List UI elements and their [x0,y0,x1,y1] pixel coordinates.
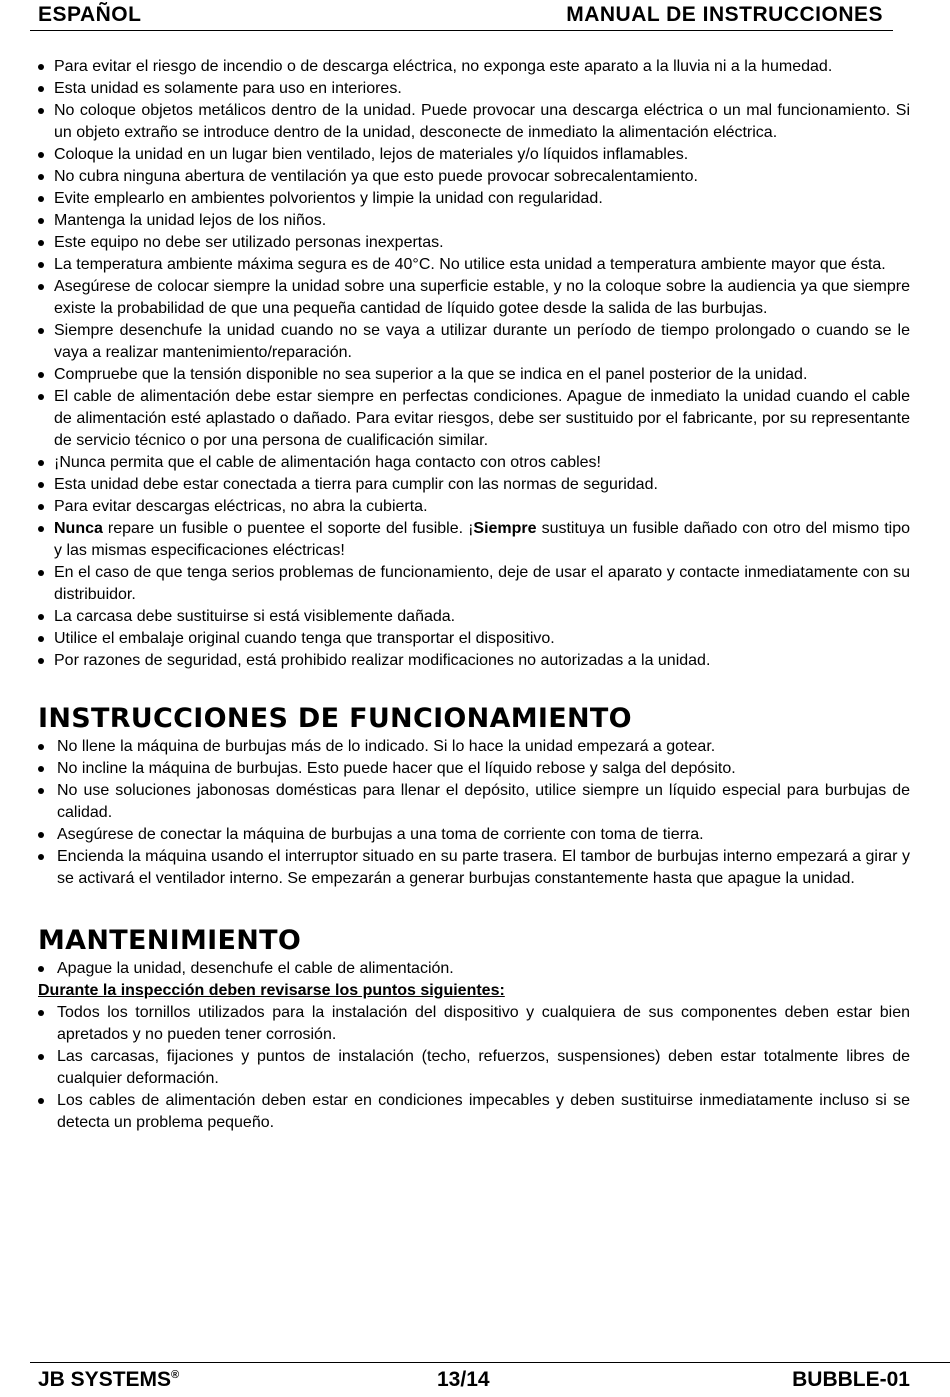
bullet-icon [38,218,44,224]
bullet-icon [38,196,44,202]
inspection-item [38,1046,910,1090]
safety-item [38,56,910,78]
safety-item-text: El cable de alimentación debe estar siempre en perfectas condiciones. Apague de inmediato la unidad cuando el cable de alimentación esté aplastado o dañado. Para evitar riesgos, debe ser sustituido por el fabricante, por su representante de servicio técnico o por una persona de cualificación similar. [54,388,910,449]
maintenance-first-list [38,958,910,980]
safety-item-text: Evite emplearlo en ambientes polvorientos y limpie la unidad con regularidad. [54,190,603,207]
bullet-icon [38,394,44,400]
bullet-icon [38,504,44,510]
page-content [38,56,910,1134]
bullet-icon [38,966,44,972]
bullet-icon [38,284,44,290]
operation-item-text: Asegúrese de conectar la máquina de burbujas a una toma de corriente con toma de tierra. [57,826,704,843]
safety-item-fuse [38,518,910,562]
bullet-icon [38,570,44,576]
bullet-icon [38,174,44,180]
bullet-icon [38,614,44,620]
inspection-item-text: Las carcasas, fijaciones y puntos de instalación (techo, refuerzos, suspensiones) deben estar totalmente libres de cualquier deformación. [57,1048,910,1087]
operation-item [38,846,910,890]
fuse-text-part: sustituya un fusible dañado con otro del mismo tipo y las mismas especificaciones eléctricas! [54,520,910,559]
safety-item [38,232,910,254]
maintenance-item-text: Apague la unidad, desenchufe el cable de alimentación. [57,960,454,977]
operation-item [38,780,910,824]
safety-item-text: Utilice el embalaje original cuando tenga que transportar el dispositivo. [54,630,555,647]
safety-item-text: En el caso de que tenga serios problemas de funcionamiento, deje de usar el aparato y contacte inmediatamente con su distribuidor. [54,564,910,603]
safety-item-text: Este equipo no debe ser utilizado personas inexpertas. [54,234,444,251]
safety-item [38,386,910,452]
bullet-icon [38,832,44,838]
page-footer [30,1362,950,1393]
safety-item-text: Mantenga la unidad lejos de los niños. [54,212,327,229]
safety-item [38,628,910,650]
maintenance-item [38,958,910,980]
safety-item [38,496,910,518]
bullet-icon [38,86,44,92]
inspection-item-text: Todos los tornillos utilizados para la instalación del dispositivo y cualquiera de sus componentes deben estar bien apretados y no pueden tener corrosión. [57,1004,910,1043]
bullet-icon [38,1054,44,1060]
operation-list [38,736,910,890]
registered-mark: ® [171,1369,180,1381]
page-header [30,2,893,31]
bullet-icon [38,152,44,158]
bullet-icon [38,1010,44,1016]
safety-item [38,78,910,100]
operation-item [38,824,910,846]
operation-item-text: No incline la máquina de burbujas. Esto puede hacer que el líquido rebose y salga del depósito. [57,760,736,777]
fuse-text-part: repare un fusible o puentee el soporte del fusible. ¡ [102,520,474,537]
safety-item-text: Esta unidad es solamente para uso en interiores. [54,80,402,97]
bullet-icon [38,766,44,772]
bullet-icon [38,372,44,378]
safety-item-text: Asegúrese de colocar siempre la unidad sobre una superficie estable, y no la coloque sobre la audiencia ya que siempre existe la probabilidad de que una pequeña cantidad de líquido gotee desde la salida de las burbujas. [54,278,910,317]
bullet-icon [38,64,44,70]
operation-item [38,736,910,758]
page-number: 13/14 [437,1368,490,1391]
header-title: MANUAL DE INSTRUCCIONES [566,3,883,26]
bullet-icon [38,328,44,334]
safety-item-text: Siempre desenchufe la unidad cuando no se vaya a utilizar durante un período de tiempo prolongado o cuando se le vaya a realizar mantenimiento/reparación. [54,322,910,361]
bullet-icon [38,240,44,246]
safety-item [38,562,910,606]
safety-item-text: Por razones de seguridad, está prohibido realizar modificaciones no autorizadas a la unidad. [54,652,711,669]
brand-name: JB SYSTEMS [38,1368,172,1391]
bullet-icon [38,482,44,488]
safety-item [38,364,910,386]
bullet-icon [38,1098,44,1104]
bullet-icon [38,636,44,642]
emphasis-nunca: Nunca [54,520,103,537]
safety-item [38,276,910,320]
model-name: BUBBLE-01 [792,1368,910,1391]
operation-item-text: No use soluciones jabonosas domésticas para llenar el depósito, utilice siempre un líquido especial para burbujas de calidad. [57,782,910,821]
safety-item [38,210,910,232]
inspection-item-text: Los cables de alimentación deben estar en condiciones impecables y deben sustituirse inmediatamente incluso si se detecta un problema pequeño. [57,1092,910,1131]
operation-item-text: Encienda la máquina usando el interruptor situado en su parte trasera. El tambor de burbujas interno empezará a girar y se activará el ventilador interno. Se empezarán a generar burbujas constantemente hasta que apague la unidad. [57,848,910,887]
safety-item [38,188,910,210]
safety-item [38,606,910,628]
safety-item-text: No cubra ninguna abertura de ventilación ya que esto puede provocar sobrecalentamiento. [54,168,698,185]
bullet-icon [38,262,44,268]
operation-item [38,758,910,780]
safety-item-text: Compruebe que la tensión disponible no sea superior a la que se indica en el panel posterior de la unidad. [54,366,808,383]
safety-item-text: Esta unidad debe estar conectada a tierra para cumplir con las normas de seguridad. [54,476,658,493]
bullet-icon [38,460,44,466]
bullet-icon [38,744,44,750]
bullet-icon [38,526,44,532]
safety-item [38,100,910,144]
safety-list [38,56,910,672]
inspection-item [38,1002,910,1046]
safety-item [38,474,910,496]
bullet-icon [38,658,44,664]
inspection-subheading: Durante la inspección deben revisarse los puntos siguientes: [38,982,505,999]
inspection-item [38,1090,910,1134]
bullet-icon [38,788,44,794]
safety-item-text: La temperatura ambiente máxima segura es de 40°C. No utilice esta unidad a temperatura ambiente mayor que ésta. [54,256,886,273]
safety-item-text: No coloque objetos metálicos dentro de la unidad. Puede provocar una descarga eléctrica o un mal funcionamiento. Si un objeto extraño se introduce dentro de la unidad, desconecte de inmediato la alimentación eléctrica. [54,102,910,141]
safety-item-text: Para evitar el riesgo de incendio o de descarga eléctrica, no exponga este aparato a la lluvia ni a la humedad. [54,58,833,75]
safety-item [38,452,910,474]
safety-item [38,650,910,672]
safety-item-text: La carcasa debe sustituirse si está visiblemente dañada. [54,608,456,625]
bullet-icon [38,854,44,860]
bullet-icon [38,108,44,114]
safety-item-text: Coloque la unidad en un lugar bien ventilado, lejos de materiales y/o líquidos inflamables. [54,146,689,163]
safety-item [38,166,910,188]
maintenance-heading: MANTENIMIENTO [38,925,302,956]
safety-item [38,254,910,276]
emphasis-siempre: Siempre [473,520,537,537]
inspection-list [38,1002,910,1134]
header-language: ESPAÑOL [38,3,142,26]
operation-heading: INSTRUCCIONES DE FUNCIONAMIENTO [38,703,632,734]
safety-item-text: Para evitar descargas eléctricas, no abra la cubierta. [54,498,428,515]
footer-brand [38,1368,179,1392]
safety-item [38,320,910,364]
safety-item-text: ¡Nunca permita que el cable de alimentación haga contacto con otros cables! [54,454,601,471]
operation-item-text: No llene la máquina de burbujas más de lo indicado. Si lo hace la unidad empezará a gotear. [57,738,716,755]
safety-item [38,144,910,166]
